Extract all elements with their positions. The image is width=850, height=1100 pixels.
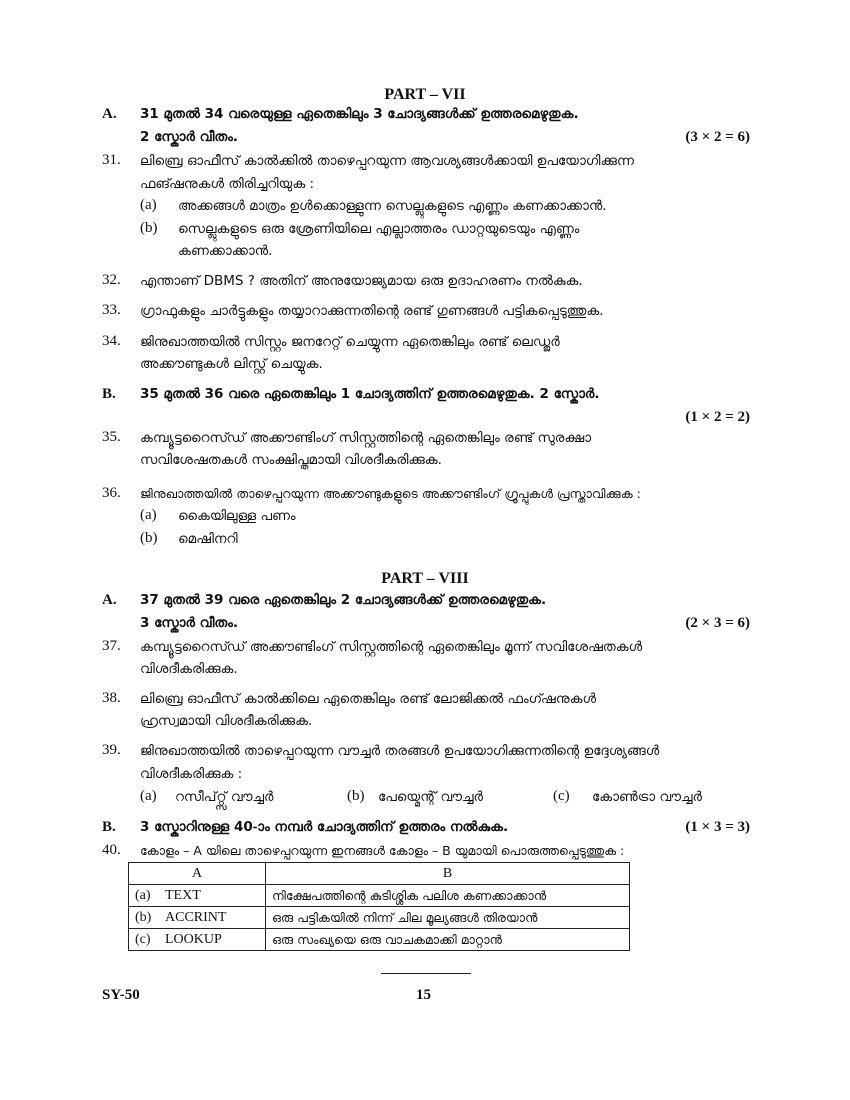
paper-code: SY-50	[102, 987, 140, 1003]
row-term: LOOKUP	[165, 931, 222, 947]
question-number: 39.	[102, 742, 121, 758]
question-text: എന്താണ് DBMS ? അതിന് അനുയോജ്യമായ ഒരു ഉദാഹരണം നൽകുക.	[140, 273, 583, 289]
option-text: കൈയിലുള്ള പണം	[178, 508, 296, 524]
option-text: സെല്ലുകളുടെ ഒരു ശ്രേണിയിലെ എല്ലാത്തരം ഡാറ്റയുടെയും എണ്ണം	[178, 221, 580, 237]
column-a-cell	[129, 907, 266, 929]
table-row	[129, 907, 630, 929]
question-text: ജിനുഖാത്തയിൽ താഴെപ്പറയുന്ന വൗച്ചർ തരങ്ങൾ ഉപയോഗിക്കുന്നതിന്റെ ഉദ്ദേശ്യങ്ങൾ	[140, 743, 660, 759]
option-text: കണക്കാക്കാൻ.	[178, 243, 273, 259]
question-text: വിശദീകരിക്കുക.	[140, 661, 238, 677]
question-text: ലിബ്രെ ഓഫീസ് കാൽക്കിലെ ഏതെങ്കിലും രണ്ട് ലോജിക്കൽ ഫംഗ്ഷനുകൾ	[140, 691, 597, 707]
option-key: (c)	[553, 788, 570, 804]
match-table	[128, 862, 630, 951]
option-key: (a)	[140, 788, 157, 804]
section-a-label: A.	[102, 106, 117, 122]
row-term: TEXT	[165, 887, 201, 903]
question-text: ഗ്രാഫുകളും ചാർട്ടുകളും തയ്യാറാക്കുന്നതിന്റെ രണ്ട് ഗുണങ്ങൾ പട്ടികപ്പെടുത്തുക.	[140, 303, 604, 319]
row-term: ACCRINT	[165, 909, 227, 925]
option-key: (a)	[140, 507, 157, 523]
option-key: (b)	[140, 530, 158, 546]
option-key: (a)	[140, 197, 157, 213]
section-b-instruction: 3 സ്കോറിനുള്ള 40-ാം നമ്പർ ചോദ്യത്തിന് ഉത്തരം നൽകുക.	[140, 819, 509, 835]
question-text: സവിശേഷതകൾ സംക്ഷിപ്തമായി വിശദീകരിക്കുക.	[140, 452, 442, 468]
section-b-marks: (1 × 2 = 2)	[685, 409, 750, 425]
option-key: (b)	[347, 788, 365, 804]
question-number: 36.	[102, 485, 121, 501]
question-number: 34.	[102, 333, 121, 349]
section-b-label: B.	[102, 819, 116, 835]
page-number: 15	[416, 987, 431, 1003]
question-number: 38.	[102, 690, 121, 706]
question-text: കോളം – A യിലെ താഴെപ്പറയുന്ന ഇനങ്ങൾ കോളം – B യുമായി പൊരുത്തപ്പെടുത്തുക :	[140, 843, 625, 858]
row-key: (a)	[135, 887, 151, 903]
option-text: അക്കങ്ങൾ മാത്രം ഉൾക്കൊള്ളുന്ന സെല്ലുകളുടെ എണ്ണം കണക്കാക്കാൻ.	[178, 198, 607, 214]
question-text: ജിനുഖാത്തയിൽ സിസ്റ്റം ജനറേറ്റ് ചെയ്യുന്ന ഏതെങ്കിലും രണ്ട് ലെഡ്ജർ	[140, 334, 560, 350]
column-b-cell: ഒരു സംഖ്യയെ ഒരു വാചകമാക്കി മാറ്റാൻ	[266, 929, 630, 951]
section-a-marks: (3 × 2 = 6)	[685, 129, 750, 145]
question-text: ഫങ്ഷനുകൾ തിരിച്ചറിയുക :	[140, 176, 315, 192]
question-number: 35.	[102, 429, 121, 445]
section-a-score-note: 2 സ്കോർ വീതം.	[140, 129, 239, 145]
column-a-cell	[129, 929, 266, 951]
column-b-cell: ഒരു പട്ടികയിൽ നിന്ന് ചില മൂല്യങ്ങൾ തിരയാൻ	[266, 907, 630, 929]
option-text: പേയ്മെന്റ് വൗച്ചർ	[378, 789, 483, 805]
option-key: (b)	[140, 220, 158, 236]
option-text: മെഷിനറി	[178, 531, 238, 547]
question-text: ജിനുഖാത്തയിൽ താഴെപ്പറയുന്ന അക്കൗണ്ടുകളുടെ അക്കൗണ്ടിംഗ് ഗ്രൂപ്പുകൾ പ്രസ്താവിക്കുക :	[140, 486, 641, 501]
row-key: (c)	[135, 931, 151, 947]
column-a-header: A	[129, 863, 266, 885]
part-7-title: PART – VII	[384, 86, 466, 103]
section-a-label: A.	[102, 592, 117, 608]
question-number: 37.	[102, 638, 121, 654]
section-b-label: B.	[102, 386, 116, 402]
section-a-instruction: 37 മുതൽ 39 വരെ ഏതെങ്കിലും 2 ചോദ്യങ്ങൾക്ക് ഉത്തരമെഴുതുക.	[140, 592, 547, 608]
question-text: അക്കൗണ്ടുകൾ ലിസ്റ്റ് ചെയ്യുക.	[140, 356, 323, 372]
question-text: കമ്പ്യൂട്ടറൈസ്ഡ് അക്കൗണ്ടിംഗ് സിസ്റ്റത്തിന്റെ ഏതെങ്കിലും രണ്ട് സുരക്ഷാ	[140, 430, 592, 446]
question-text: കമ്പ്യൂട്ടറൈസ്ഡ് അക്കൗണ്ടിംഗ് സിസ്റ്റത്തിന്റെ ഏതെങ്കിലും മൂന്ന് സവിശേഷതകൾ	[140, 639, 643, 655]
table-row	[129, 929, 630, 951]
question-text: ഹ്രസ്വമായി വിശദീകരിക്കുക.	[140, 713, 313, 729]
column-b-cell: നിക്ഷേപത്തിന്റെ കുടിശ്ശിക പലിശ കണക്കാക്കാൻ	[266, 885, 630, 907]
row-key: (b)	[135, 909, 152, 925]
section-a-instruction: 31 മുതൽ 34 വരെയുള്ള ഏതെങ്കിലും 3 ചോദ്യങ്ങൾക്ക് ഉത്തരമെഴുതുക.	[140, 106, 579, 122]
question-number: 31.	[102, 152, 121, 168]
question-number: 33.	[102, 302, 121, 318]
section-b-marks: (1 × 3 = 3)	[685, 819, 750, 835]
footer-divider	[381, 973, 471, 974]
question-text: വിശദീകരിക്കുക :	[140, 766, 243, 782]
column-a-cell	[129, 885, 266, 907]
option-text: റസീപ്റ്റ്സ് വൗച്ചർ	[175, 789, 274, 805]
section-b-instruction: 35 മുതൽ 36 വരെ ഏതെങ്കിലും 1 ചോദ്യത്തിന് ഉത്തരമെഴുതുക. 2 സ്കോർ.	[140, 386, 600, 402]
column-b-header: B	[266, 863, 630, 885]
question-number: 40.	[102, 842, 121, 858]
question-text: ലിബ്രെ ഓഫീസ് കാൽക്കിൽ താഴെപ്പറയുന്ന ആവശ്യങ്ങൾക്കായി ഉപയോഗിക്കുന്ന	[140, 153, 634, 169]
part-8-title: PART – VIII	[381, 570, 469, 587]
table-row	[129, 885, 630, 907]
table-header-row	[129, 863, 630, 885]
section-a-score-note: 3 സ്കോർ വീതം.	[140, 615, 239, 631]
section-a-marks: (2 × 3 = 6)	[685, 615, 750, 631]
option-text: കോൺട്രാ വൗച്ചർ	[592, 789, 702, 805]
question-number: 32.	[102, 272, 121, 288]
